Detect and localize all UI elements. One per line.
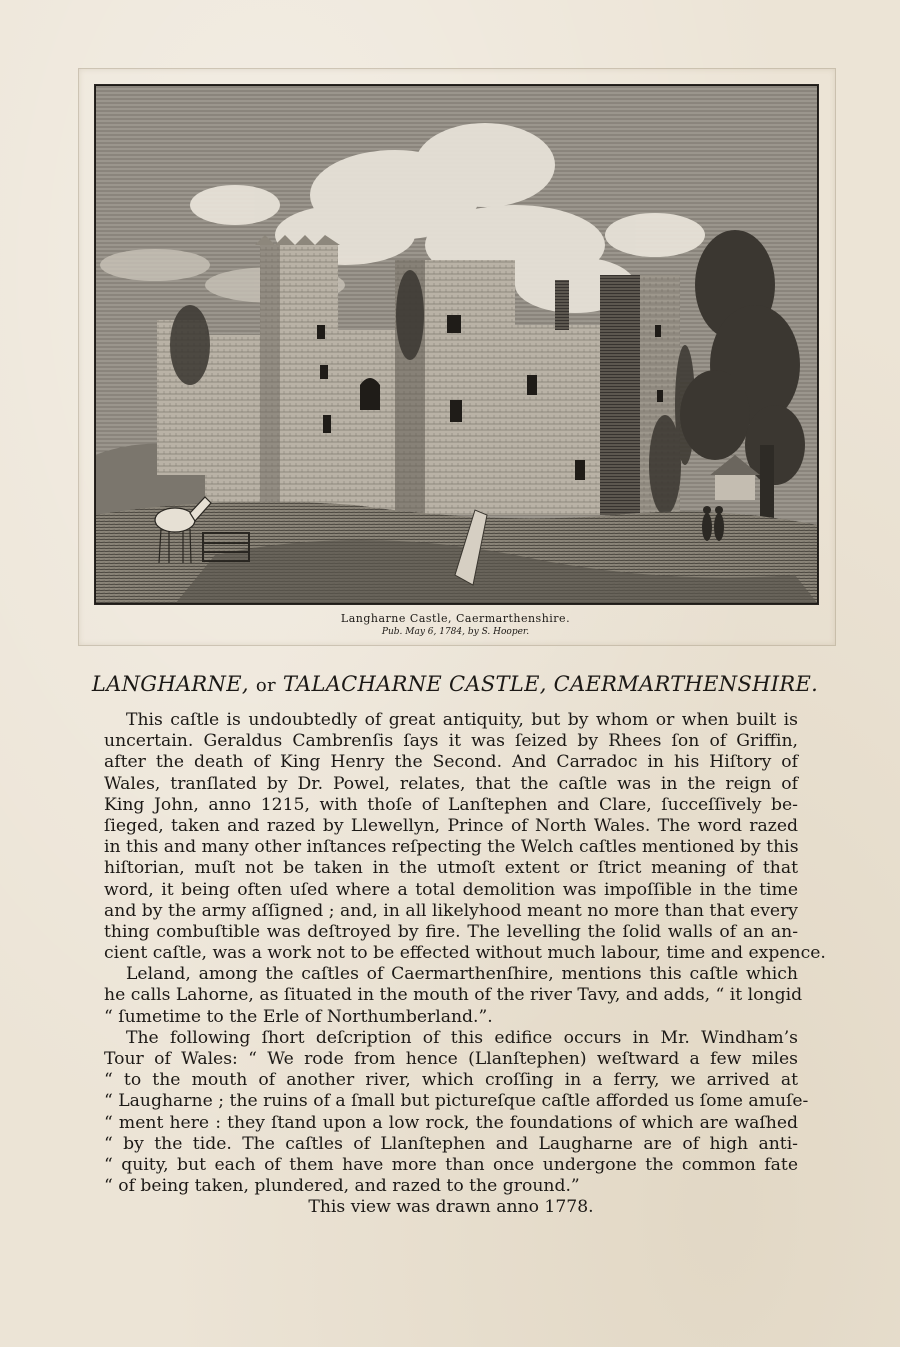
castle-engraving — [94, 84, 819, 605]
text-line: Tour of Wales: “ We rode from hence (Llanſtephen) weſtward a few miles — [104, 1049, 798, 1069]
text-line-closing: This view was drawn anno 1778. — [308, 1197, 594, 1218]
title-conjunction: or — [255, 675, 276, 696]
text-line: cient caſtle, was a work not to be effected without much labour, time and expence. — [104, 943, 826, 964]
page-title — [80, 672, 830, 696]
title-part-1: LANGHARNE, — [91, 672, 249, 696]
text-line: “ quity, but each of them have more than once undergone the common fate — [104, 1154, 798, 1175]
text-line: thing combuſtible was deſtroyed by fire. The levelling the ſolid walls of an an- — [104, 921, 798, 942]
text-line: after the death of King Henry the Second. And Carradoc in his Hiſtory of — [104, 752, 798, 773]
text-line: The following ſhort deſcription of this edifice occurs in Mr. Windham’s — [126, 1027, 798, 1048]
text-line: in this and many other inſtances reſpecting the Welch caſtles mentioned by this — [104, 837, 799, 858]
text-line: “ Laugharne ; the ruins of a ſmall but pictureſque caſtle afforded us ſome amuſe- — [104, 1091, 809, 1112]
text-line: “ ſumetime to the Erle of Northumberland.”. — [104, 1006, 493, 1027]
plate-imprint: Pub. May 6, 1784, by S. Hooper. — [381, 627, 530, 637]
title-part-2: TALACHARNE CASTLE, CAERMARTHENSHIRE. — [282, 672, 819, 696]
text-line: “ ment here : they ſtand upon a low rock, the foundations of which are waſhed — [104, 1112, 798, 1133]
text-line: King John, anno 1215, with thoſe of Lanſtephen and Clare, ſucceſſively be- — [104, 794, 798, 815]
text-line: ſieged, taken and razed by Llewellyn, Prince of North Wales. The word razed — [104, 815, 798, 836]
castle-engraving-art — [95, 85, 818, 604]
text-line: “ to the mouth of another river, which croſſing in a ferry, we arrived at — [104, 1070, 798, 1091]
text-line: Wales, tranſlated by Dr. Powel, relates, that the caſtle was in the reign of — [104, 773, 798, 794]
text-line: hiſtorian, muſt not be taken in the utmoſt extent or ſtrict meaning of that — [104, 858, 798, 879]
description-text — [104, 710, 826, 1219]
text-line: “ by the tide. The caſtles of Llanſtephen and Laugharne are of high anti- — [104, 1133, 798, 1154]
text-line: This caſtle is undoubtedly of great antiquity, but by whom or when built is — [126, 710, 798, 730]
text-line: word, it being often uſed where a total demolition was impoſſible in the time — [104, 879, 798, 900]
text-line: and by the army aſſigned ; and, in all likelyhood meant no more than that every — [104, 900, 798, 921]
text-line: uncertain. Geraldus Cambrenſis ſays it was ſeized by Rhees ſon of Griffin, — [104, 731, 798, 752]
plate-caption: Langharne Castle, Caermarthenshire. — [340, 612, 571, 625]
text-line: “ of being taken, plundered, and razed to the ground.” — [104, 1176, 580, 1197]
text-line: Leland, among the caſtles of Caermarthenſhire, mentions this caſtle which — [126, 964, 798, 985]
text-line: he calls Lahorne, as ſituated in the mouth of the river Tavy, and adds, “ it longid — [104, 985, 803, 1006]
